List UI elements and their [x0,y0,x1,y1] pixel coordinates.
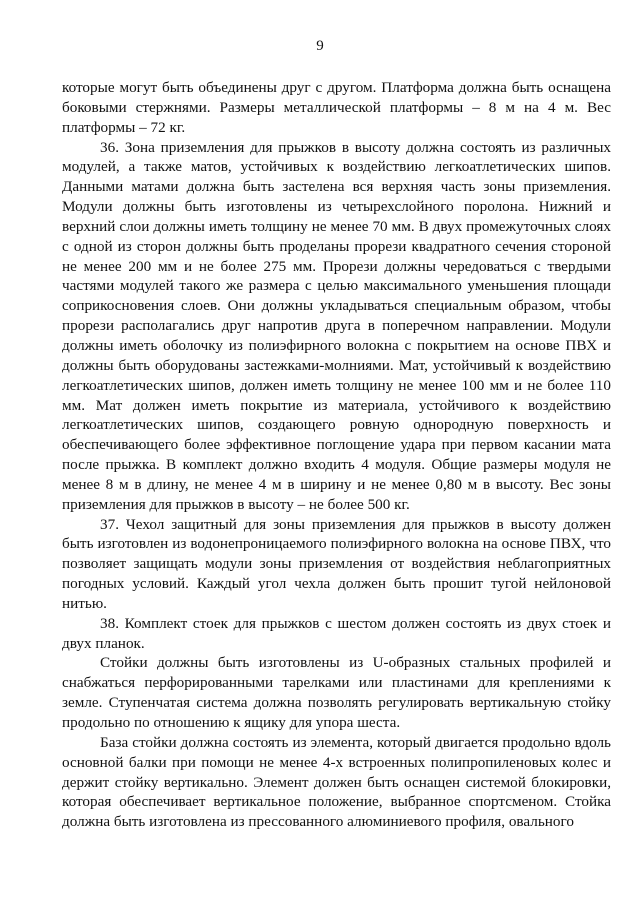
paragraph-stands: Стойки должны быть изготовлены из U-образных стальных профилей и снабжаться перфорированными тарелками или пластинами для креплениями к земле. Ступенчатая система должна позволять регулировать вертикальную стойку продольно по отношению к ящику для упора шеста. [62,654,611,731]
paragraph-36: 36. Зона приземления для прыжков в высоту должна состоять из различных модулей, а также матов, устойчивых к воздействию легкоатлетических шипов. Данными матами должна быть застелена вся верхняя часть зоны приземления. Модули должны быть изготовлены из четырехслойного поролона. Нижний и верхний слои должны иметь толщину не менее 70 мм. В двух промежуточных слоях с одной из сторон должны быть проделаны прорези квадратного сечения стороной не менее 200 мм и не более 275 мм. Прорези должны чередоваться с твердыми частями модулей такого же размера с целью максимального уменьшения площади соприкосновения слоев. Они должны укладываться специальным образом, чтобы прорези располагались друг напротив друга в поперечном направлении. Модули должны иметь оболочку из полиэфирного волокна с покрытием на основе ПВХ и должны быть оборудованы застежками-молниями. Мат, устойчивый к воздействию легкоатлетических шипов, должен иметь толщину не менее 100 мм и не более 110 мм. Мат должен иметь покрытие из материала, устойчивого к воздействию легкоатлетических шипов, создающего ровную однородную поверхность и обеспечивающего более эффективное поглощение удара при первом касании мата после прыжка. В комплект должно входить 4 модуля. Общие размеры модуля не менее 8 м в длину, не менее 4 м в ширину и не менее 0,80 м в высоту. Вес зоны приземления для прыжков в высоту – не более 500 кг. [62,138,611,513]
paragraph-stand-base: База стойки должна состоять из элемента, который двигается продольно вдоль основной балки при помощи не менее 4-х встроенных полипропиленовых колес и держит стойку вертикально. Элемент должен быть оснащен системой блокировки, которая обеспечивает вертикальное положение, выбранное спортсменом. Стойка должна быть изготовлена из прессованного алюминиевого профиля, овального [62,733,611,831]
page-number: 9 [316,38,324,54]
paragraph-37: 37. Чехол защитный для зоны приземления для прыжков в высоту должен быть изготовлен из водонепроницаемого полиэфирного волокна на основе ПВХ, что позволяет защищать модули зоны приземления от воздействия неблагоприятных погодных условий. Каждый угол чехла должен быть прошит тугой нейлоновой нитью. [62,515,611,612]
paragraph-38: 38. Комплект стоек для прыжков с шестом должен состоять из двух стоек и двух планок. [62,614,611,652]
document-body [62,78,611,832]
paragraph-continuation: которые могут быть объединены друг с другом. Платформа должна быть оснащена боковыми стержнями. Размеры металлической платформы – 8 м на 4 м. Вес платформы – 72 кг. [62,79,611,136]
